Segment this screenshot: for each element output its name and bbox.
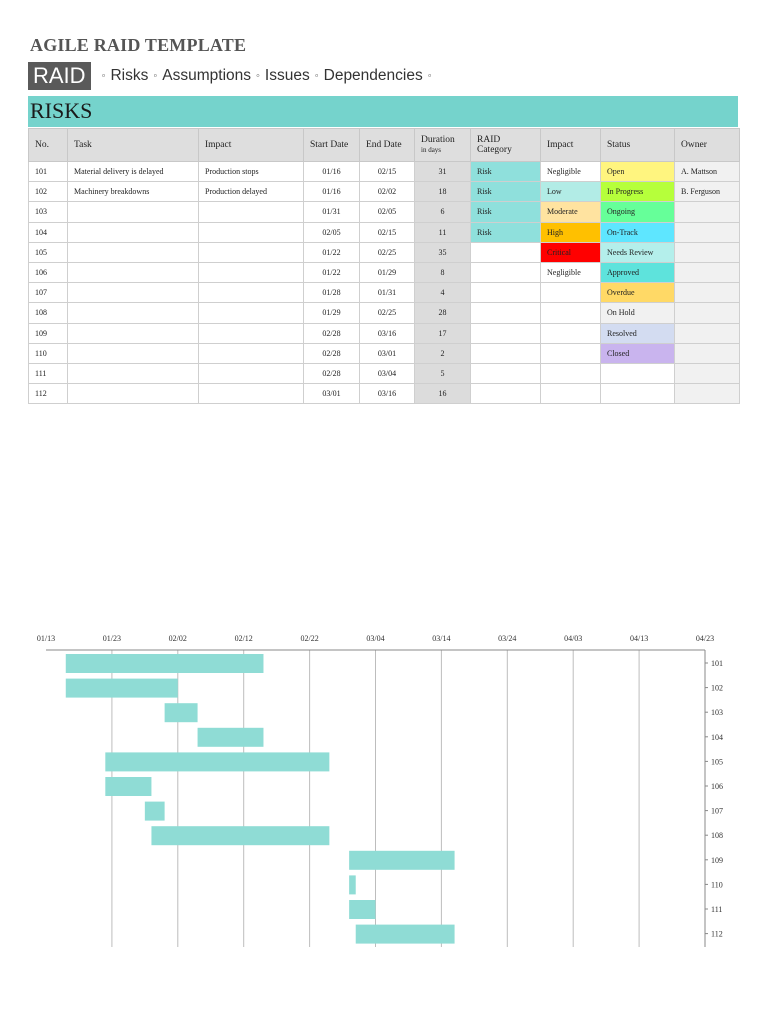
nav-separator: ◦: [153, 70, 158, 82]
cell-raid-category[interactable]: [471, 262, 541, 282]
x-tick-label: 02/02: [168, 634, 187, 643]
cell-end-date[interactable]: 02/02: [360, 182, 415, 202]
cell-impact-level[interactable]: [541, 323, 601, 343]
y-tick-label: 109: [711, 855, 723, 865]
y-tick-label: 110: [711, 880, 723, 890]
cell-end-date[interactable]: 02/15: [360, 162, 415, 182]
gantt-bar: [356, 925, 455, 944]
cell-owner[interactable]: [675, 384, 740, 404]
cell-owner[interactable]: [675, 222, 740, 242]
cell-task[interactable]: [68, 343, 199, 363]
cell-start-date[interactable]: 01/16: [304, 162, 360, 182]
cell-impact[interactable]: [199, 323, 304, 343]
x-tick-label: 04/03: [564, 634, 583, 643]
x-tick-label: 01/23: [102, 634, 122, 643]
cell-start-date[interactable]: 01/22: [304, 242, 360, 262]
nav-link-assumptions[interactable]: Assumptions: [162, 67, 251, 84]
cell-impact-level[interactable]: Low: [541, 182, 601, 202]
cell-start-date[interactable]: 01/29: [304, 303, 360, 323]
cell-end-date[interactable]: 02/25: [360, 303, 415, 323]
cell-duration[interactable]: 11: [415, 222, 471, 242]
header-duration: [415, 129, 471, 162]
cell-no[interactable]: 106: [29, 262, 68, 282]
header-start-date: Start Date: [304, 129, 360, 162]
cell-status[interactable]: Approved: [601, 262, 675, 282]
cell-status[interactable]: Resolved: [601, 323, 675, 343]
cell-duration[interactable]: 28: [415, 303, 471, 323]
cell-end-date[interactable]: 03/16: [360, 323, 415, 343]
cell-impact[interactable]: [199, 222, 304, 242]
gantt-bar: [349, 851, 454, 870]
cell-raid-category[interactable]: [471, 343, 541, 363]
table-row: [29, 222, 740, 242]
y-tick-label: 104: [711, 732, 723, 742]
cell-impact[interactable]: [199, 283, 304, 303]
cell-impact[interactable]: [199, 303, 304, 323]
cell-start-date[interactable]: 02/28: [304, 343, 360, 363]
nav-link-risks[interactable]: Risks: [110, 67, 149, 84]
cell-start-date[interactable]: 01/28: [304, 283, 360, 303]
gantt-bar: [105, 777, 151, 796]
cell-start-date[interactable]: 02/05: [304, 222, 360, 242]
cell-duration[interactable]: 16: [415, 384, 471, 404]
gantt-bar: [349, 900, 375, 919]
cell-task[interactable]: Material delivery is delayed: [68, 162, 199, 182]
y-tick-label: 102: [711, 683, 723, 693]
table-row: [29, 384, 740, 404]
cell-owner[interactable]: [675, 343, 740, 363]
cell-task[interactable]: [68, 303, 199, 323]
cell-impact[interactable]: [199, 384, 304, 404]
cell-status[interactable]: Overdue: [601, 283, 675, 303]
gantt-bar: [151, 826, 329, 845]
cell-impact-level[interactable]: Moderate: [541, 202, 601, 222]
nav-link-issues[interactable]: Issues: [264, 67, 310, 84]
cell-status[interactable]: Open: [601, 162, 675, 182]
gantt-bar: [105, 752, 329, 771]
cell-owner[interactable]: [675, 283, 740, 303]
y-tick-label: 103: [711, 708, 723, 718]
table-row: [29, 283, 740, 303]
cell-impact-level[interactable]: [541, 343, 601, 363]
cell-no[interactable]: 102: [29, 182, 68, 202]
header-end-date: End Date: [360, 129, 415, 162]
cell-duration[interactable]: 4: [415, 283, 471, 303]
cell-no[interactable]: 104: [29, 222, 68, 242]
cell-start-date[interactable]: 02/28: [304, 323, 360, 343]
table-row: [29, 303, 740, 323]
cell-end-date[interactable]: 02/05: [360, 202, 415, 222]
y-tick-label: 111: [711, 905, 723, 914]
cell-task[interactable]: [68, 384, 199, 404]
x-tick-label: 03/14: [432, 634, 451, 643]
cell-impact-level[interactable]: [541, 283, 601, 303]
nav-separator: ◦: [427, 70, 432, 82]
cell-start-date[interactable]: 02/28: [304, 363, 360, 383]
cell-task[interactable]: Machinery breakdowns: [68, 182, 199, 202]
x-tick-label: 02/22: [300, 634, 319, 643]
cell-status[interactable]: [601, 384, 675, 404]
y-tick-label: 112: [711, 929, 723, 939]
cell-no[interactable]: 107: [29, 283, 68, 303]
y-tick-label: 105: [711, 757, 723, 767]
gantt-bar: [66, 679, 178, 698]
cell-no[interactable]: 105: [29, 242, 68, 262]
cell-end-date[interactable]: 03/16: [360, 384, 415, 404]
header-impact-level: Impact: [541, 129, 601, 162]
cell-duration[interactable]: 17: [415, 323, 471, 343]
gantt-bar: [349, 875, 356, 894]
cell-no[interactable]: 103: [29, 202, 68, 222]
cell-task[interactable]: [68, 222, 199, 242]
x-tick-label: 04/23: [695, 634, 715, 643]
cell-impact[interactable]: [199, 242, 304, 262]
cell-owner[interactable]: [675, 242, 740, 262]
raid-nav: [28, 62, 437, 90]
cell-owner[interactable]: [675, 363, 740, 383]
cell-impact-level[interactable]: [541, 363, 601, 383]
cell-impact[interactable]: Production delayed: [199, 182, 304, 202]
cell-raid-category[interactable]: [471, 303, 541, 323]
table-row: [29, 323, 740, 343]
cell-raid-category[interactable]: [471, 242, 541, 262]
cell-impact[interactable]: [199, 202, 304, 222]
cell-end-date[interactable]: 01/29: [360, 262, 415, 282]
cell-end-date[interactable]: 02/15: [360, 222, 415, 242]
cell-end-date[interactable]: 02/25: [360, 242, 415, 262]
cell-task[interactable]: [68, 242, 199, 262]
nav-separator: ◦: [101, 70, 106, 82]
y-tick-label: 107: [711, 806, 723, 816]
cell-end-date[interactable]: 01/31: [360, 283, 415, 303]
cell-no[interactable]: 110: [29, 343, 68, 363]
cell-owner[interactable]: [675, 323, 740, 343]
nav-separator: ◦: [314, 70, 319, 82]
cell-raid-category[interactable]: Risk: [471, 182, 541, 202]
cell-owner[interactable]: [675, 303, 740, 323]
cell-impact[interactable]: Production stops: [199, 162, 304, 182]
cell-task[interactable]: [68, 283, 199, 303]
cell-task[interactable]: [68, 323, 199, 343]
nav-separator: ◦: [256, 70, 260, 82]
table-row: [29, 182, 740, 202]
cell-start-date[interactable]: 01/16: [304, 182, 360, 202]
cell-duration[interactable]: 6: [415, 202, 471, 222]
cell-owner[interactable]: A. Mattson: [675, 162, 740, 182]
y-tick-label: 106: [711, 782, 723, 791]
cell-end-date[interactable]: 03/04: [360, 363, 415, 383]
header-no: No.: [29, 129, 68, 162]
cell-duration[interactable]: 18: [415, 182, 471, 202]
header-owner: Owner: [675, 129, 740, 162]
cell-status[interactable]: On-Track: [601, 222, 675, 242]
cell-impact-level[interactable]: Negligible: [541, 262, 601, 282]
x-tick-label: 01/13: [36, 634, 56, 643]
cell-impact-level[interactable]: Critical: [541, 242, 601, 262]
cell-impact-level[interactable]: [541, 303, 601, 323]
y-tick-label: 108: [711, 831, 723, 841]
cell-status[interactable]: On Hold: [601, 303, 675, 323]
cell-start-date[interactable]: 01/31: [304, 202, 360, 222]
nav-link-dependencies[interactable]: Dependencies: [323, 67, 423, 84]
cell-owner[interactable]: [675, 262, 740, 282]
cell-task[interactable]: [68, 363, 199, 383]
gantt-bar: [165, 703, 198, 722]
cell-end-date[interactable]: 03/01: [360, 343, 415, 363]
cell-no[interactable]: 111: [29, 363, 68, 383]
cell-raid-category[interactable]: [471, 363, 541, 383]
cell-impact[interactable]: [199, 262, 304, 282]
cell-raid-category[interactable]: [471, 283, 541, 303]
cell-status[interactable]: [601, 363, 675, 383]
cell-raid-category[interactable]: Risk: [471, 222, 541, 242]
header-task: Task: [68, 129, 199, 162]
document-title: AGILE RAID TEMPLATE: [30, 35, 247, 55]
cell-duration[interactable]: 2: [415, 343, 471, 363]
table-row: [29, 202, 740, 222]
cell-status[interactable]: Needs Review: [601, 242, 675, 262]
table-row: [29, 363, 740, 383]
risks-section-header: [28, 96, 738, 127]
cell-status[interactable]: Ongoing: [601, 202, 675, 222]
cell-status[interactable]: Closed: [601, 343, 675, 363]
header-status: Status: [601, 129, 675, 162]
table-row: [29, 262, 740, 282]
cell-impact[interactable]: [199, 363, 304, 383]
raid-nav-box: RAID: [28, 62, 91, 90]
cell-no[interactable]: 108: [29, 303, 68, 323]
table-header-row: [29, 129, 740, 162]
x-tick-label: 03/04: [366, 634, 385, 643]
cell-impact-level[interactable]: [541, 384, 601, 404]
gantt-bar: [145, 802, 165, 821]
cell-no[interactable]: 112: [29, 384, 68, 404]
cell-start-date[interactable]: 01/22: [304, 262, 360, 282]
cell-owner[interactable]: [675, 202, 740, 222]
cell-impact-level[interactable]: Negligible: [541, 162, 601, 182]
gantt-bar: [198, 728, 264, 747]
cell-raid-category[interactable]: [471, 384, 541, 404]
header-duration-sub: in days: [421, 146, 442, 154]
cell-raid-category[interactable]: [471, 323, 541, 343]
gantt-bar: [66, 654, 264, 673]
x-tick-label: 02/12: [234, 634, 253, 643]
y-tick-label: 101: [711, 659, 723, 668]
x-tick-label: 03/24: [498, 634, 517, 643]
table-row: [29, 162, 740, 182]
cell-duration[interactable]: 35: [415, 242, 471, 262]
table-row: [29, 343, 740, 363]
table-row: [29, 242, 740, 262]
cell-impact-level[interactable]: High: [541, 222, 601, 242]
cell-duration[interactable]: 5: [415, 363, 471, 383]
cell-task[interactable]: [68, 202, 199, 222]
cell-impact[interactable]: [199, 343, 304, 363]
header-duration-label: Duration: [421, 135, 455, 145]
cell-raid-category[interactable]: Risk: [471, 162, 541, 182]
header-raid-category: RAID Category: [471, 129, 541, 162]
cell-duration[interactable]: 8: [415, 262, 471, 282]
cell-start-date[interactable]: 03/01: [304, 384, 360, 404]
cell-no[interactable]: 109: [29, 323, 68, 343]
cell-no[interactable]: 101: [29, 162, 68, 182]
section-title: RISKS: [30, 98, 93, 123]
cell-task[interactable]: [68, 262, 199, 282]
cell-duration[interactable]: 31: [415, 162, 471, 182]
gantt-chart: [0, 620, 768, 950]
risks-table: [28, 128, 740, 404]
cell-owner[interactable]: B. Ferguson: [675, 182, 740, 202]
cell-status[interactable]: In Progress: [601, 182, 675, 202]
x-tick-label: 04/13: [629, 634, 649, 643]
header-impact: Impact: [199, 129, 304, 162]
cell-raid-category[interactable]: Risk: [471, 202, 541, 222]
